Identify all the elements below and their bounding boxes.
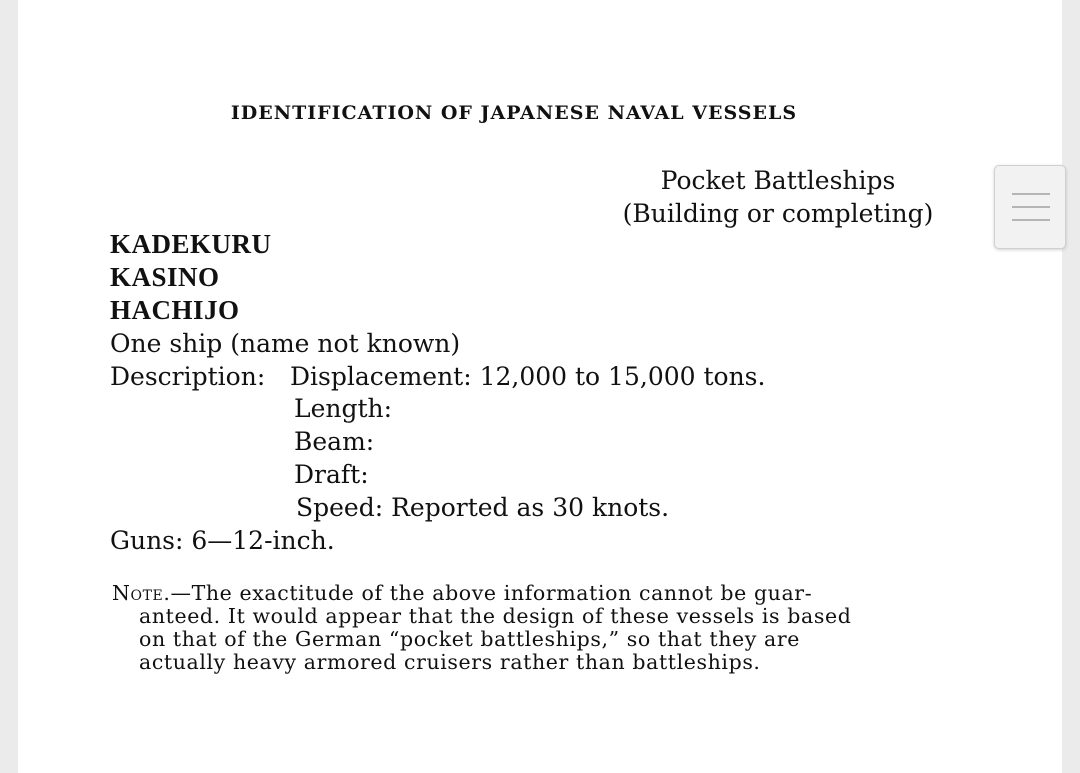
note-paragraph: [112, 582, 944, 674]
ship-name-kasino: KASINO: [110, 262, 220, 292]
section-title: [578, 164, 978, 230]
ship-name-hachijo: HACHIJO: [110, 295, 240, 325]
section-title-subtitle: (Building or completing): [622, 199, 934, 228]
note-line: anteed. It would appear that the design of these vessels is based: [139, 604, 852, 628]
note-line: on that of the German “pocket battleships,” so that they are: [139, 627, 800, 651]
ship-name-kadekuru: KADEKURU: [110, 229, 272, 259]
description-length: Length:: [294, 394, 393, 423]
hamburger-menu-button[interactable]: [994, 165, 1066, 249]
note-line: actually heavy armored cruisers rather than battleships.: [139, 650, 761, 674]
description-label: Description:: [110, 362, 266, 391]
note-label: Note.: [112, 581, 171, 605]
description-speed: Speed: Reported as 30 knots.: [296, 493, 670, 522]
note-line: [112, 582, 944, 605]
note-text: —The exactitude of the above information cannot be guar-: [170, 581, 813, 605]
guns: Guns: 6—12-inch.: [110, 526, 335, 555]
document-page: [18, 0, 1062, 773]
section-title-main: Pocket Battleships: [660, 166, 896, 195]
unnamed-ship: One ship (name not known): [110, 329, 461, 358]
description-displacement: Displacement: 12,000 to 15,000 tons.: [290, 362, 766, 391]
document-header: IDENTIFICATION OF JAPANESE NAVAL VESSELS: [230, 102, 798, 124]
description-draft: Draft:: [294, 460, 369, 489]
description-beam: Beam:: [294, 427, 375, 456]
